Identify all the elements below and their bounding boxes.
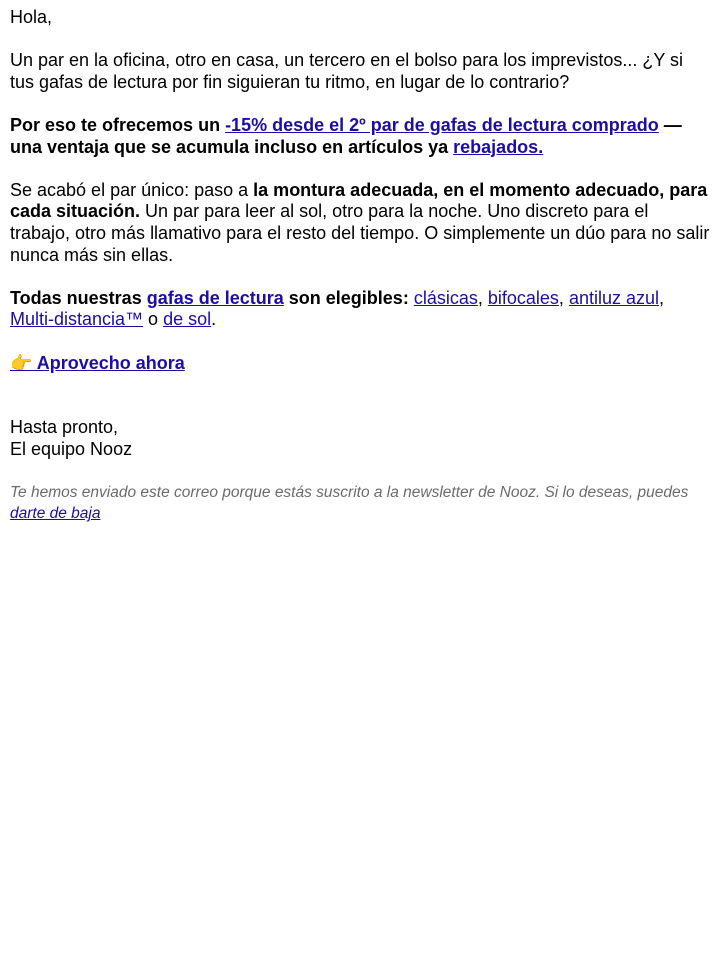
sale-link[interactable]: rebajados. <box>453 136 544 157</box>
intro-paragraph: Un par en la oficina, otro en casa, un tercero en el bolso para los imprevistos... ¿Y si tus gafas de lectura por fin siguieran tu ritmo, en lugar de lo contrario? <box>10 50 684 92</box>
body-text-2: Un par para leer al sol, otro para la noche. Uno discreto para el trabajo, otro más llamativo para el resto del tiempo. O simplemente un dúo para no salir nunca más sin ellas. <box>10 201 710 265</box>
cta-link[interactable] <box>10 353 185 373</box>
greeting: Hola, <box>10 7 53 27</box>
reading-glasses-link[interactable]: gafas de lectura <box>146 287 284 308</box>
unsubscribe-link[interactable]: darte de baja <box>10 505 101 523</box>
body-paragraph <box>10 180 711 266</box>
body-text-1: Se acabó el par único: paso a <box>10 179 254 200</box>
signoff <box>10 417 711 460</box>
separator: , <box>659 287 665 308</box>
pointing-hand-icon: 👉 <box>10 352 33 373</box>
offer-prefix: Por eso te ofrecemos un <box>10 114 226 135</box>
cta-paragraph <box>10 353 711 375</box>
offer-paragraph <box>10 115 711 158</box>
footer-note <box>10 482 711 525</box>
eligible-middle: son elegibles: <box>283 287 414 308</box>
separator: , <box>558 287 569 308</box>
eligible-bold <box>10 288 414 308</box>
period: . <box>211 309 217 330</box>
bifocal-link[interactable]: bifocales <box>487 287 559 308</box>
eligible-paragraph <box>10 288 711 331</box>
signoff-line-2: El equipo Nooz <box>10 438 133 459</box>
sun-link[interactable]: de sol <box>163 309 212 330</box>
offer-bold <box>10 115 682 157</box>
body-bold: la montura adecuada, en el momento adecuado, para cada situación. <box>10 179 708 222</box>
separator: , <box>477 287 488 308</box>
offer-middle: — una ventaja que se acumula incluso en artículos ya <box>10 114 682 157</box>
discount-link[interactable]: -15% desde el 2º par de gafas de lectura comprado <box>225 114 659 135</box>
or-text: o <box>143 309 164 330</box>
footer-text: Te hemos enviado este correo porque estás suscrito a la newsletter de Nooz. Si lo deseas, puedes <box>10 483 689 501</box>
cta-label: Aprovecho ahora <box>32 352 185 373</box>
classic-link[interactable]: clásicas <box>413 287 478 308</box>
signoff-line-1: Hasta pronto, <box>10 417 119 438</box>
multi-distance-link[interactable]: Multi-distancia™ <box>10 309 144 330</box>
eligible-prefix: Todas nuestras <box>10 287 147 308</box>
blue-light-link[interactable]: antiluz azul <box>568 287 659 308</box>
